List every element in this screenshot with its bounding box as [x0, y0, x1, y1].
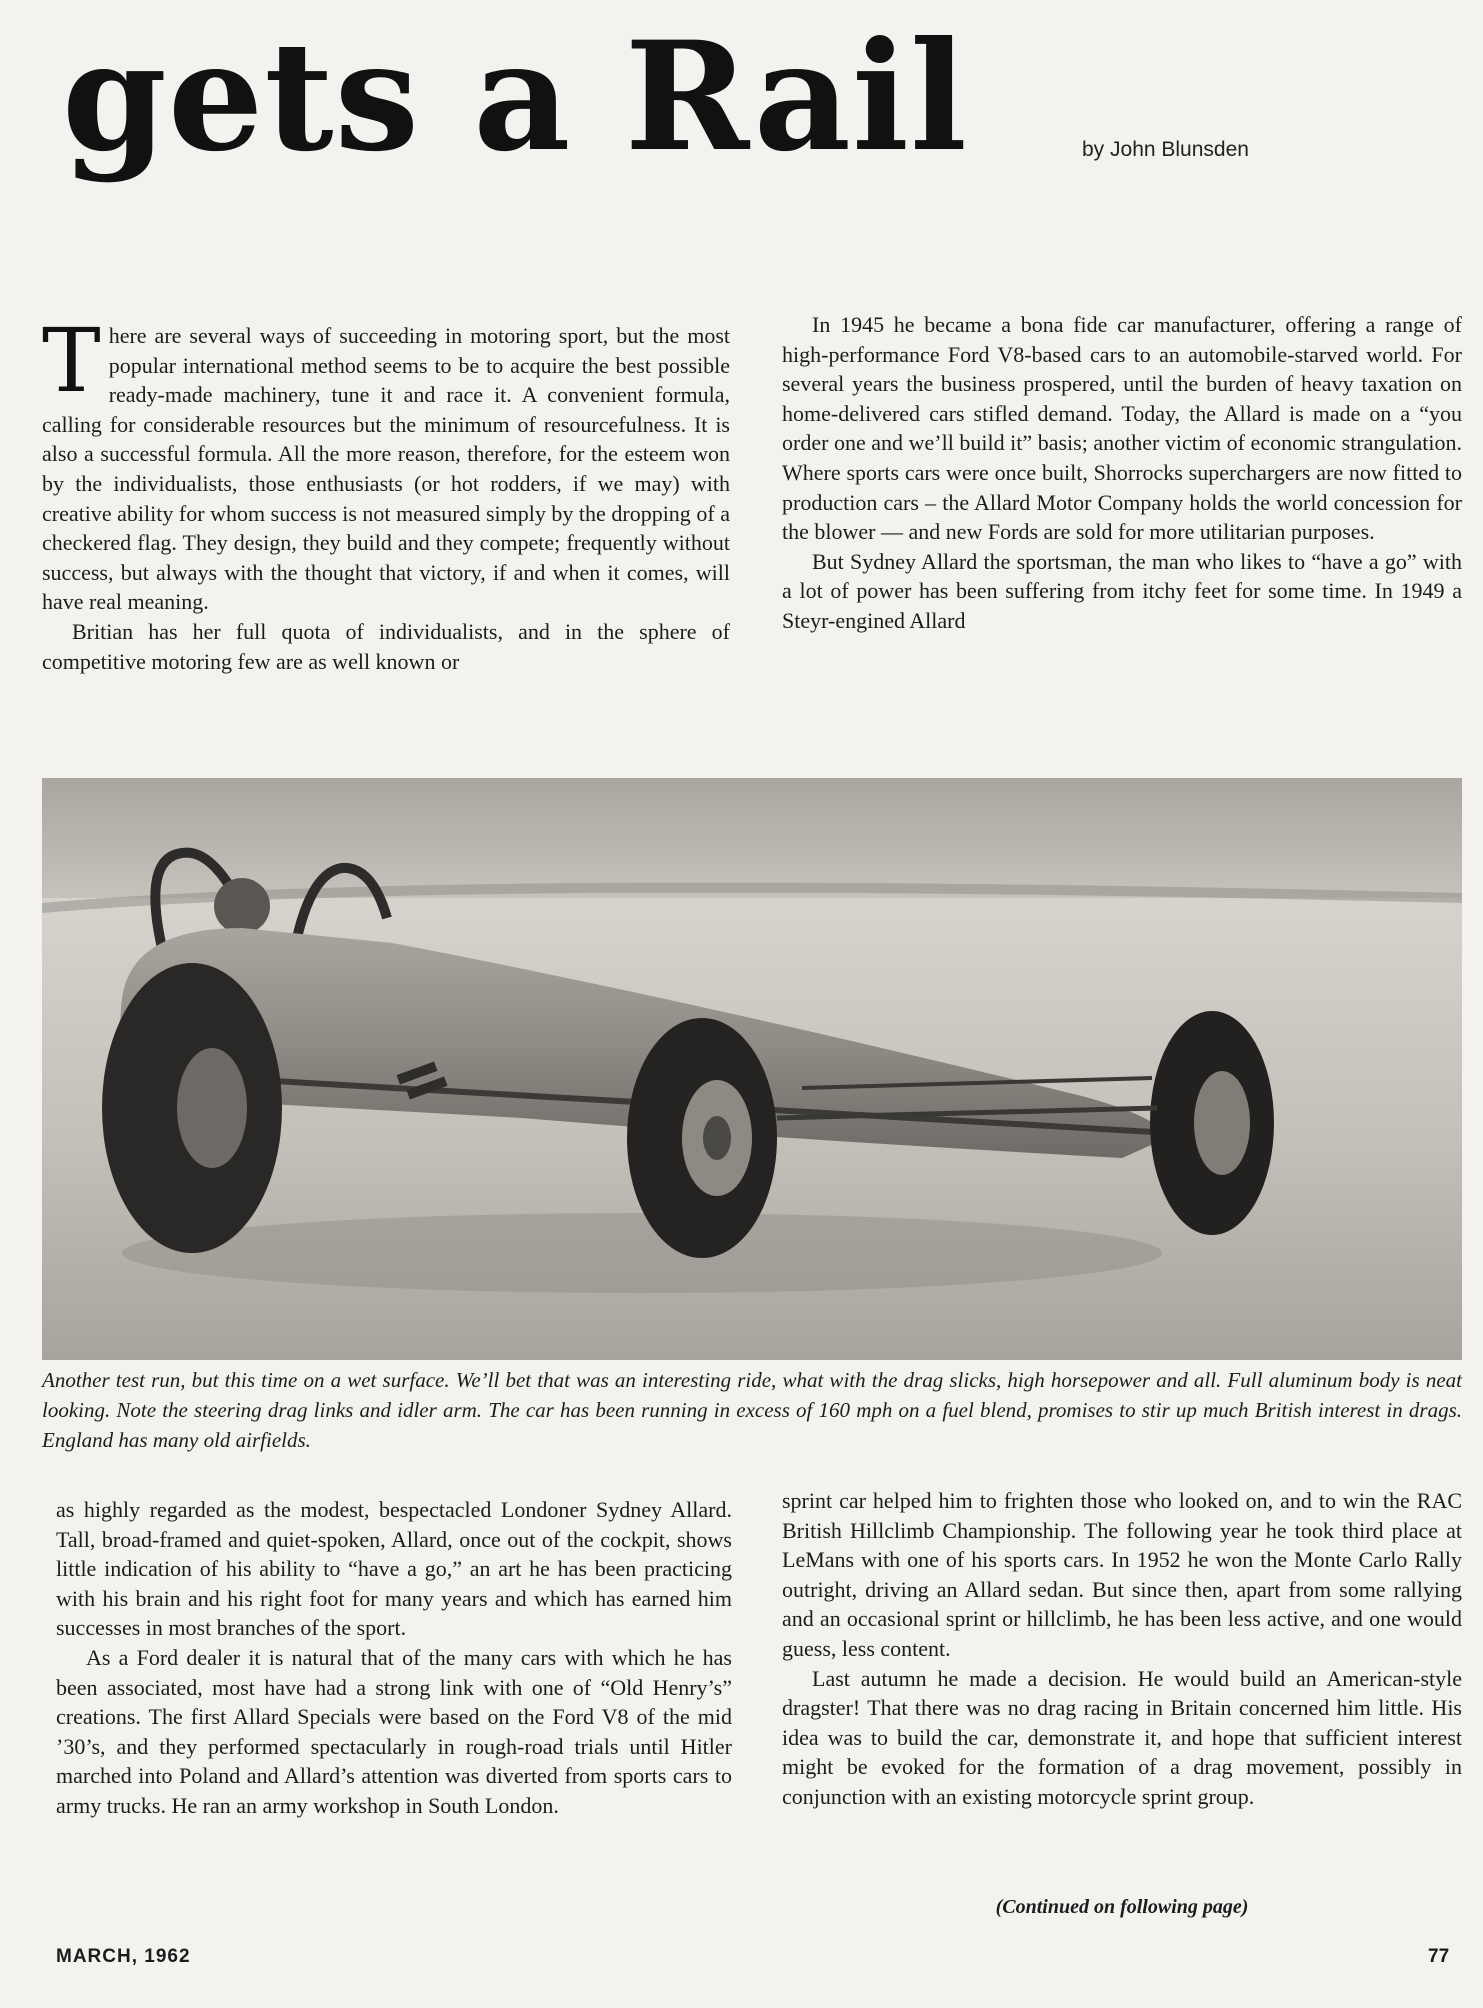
column-top-left — [42, 309, 730, 676]
page-number: 77 — [1428, 1946, 1450, 1967]
paragraph: sprint car helped him to frighten those who looked on, and to win the RAC British Hillclimb Championship. The following year he took third place at LeMans with one of his sports cars. In 1952 he won the Monte Carlo Rally outright, driving an Allard sedan. But since then, apart from some rallying and an occasional sprint or hillclimb, he has been less active, and one would guess, less content. — [782, 1488, 1462, 1661]
paragraph — [42, 309, 730, 617]
footer-date: MARCH, 1962 — [56, 1946, 191, 1967]
dragster-illustration — [42, 778, 1462, 1360]
paragraph: But Sydney Allard the sportsman, the man who likes to “have a go” with a lot of power has been suffering from itchy feet for some time. In 1949 a Steyr-engined Allard — [782, 548, 1462, 633]
byline: by John Blunsden — [1082, 138, 1249, 161]
paragraph: Last autumn he made a decision. He would build an American-style dragster! That there was no drag racing in Britain concerned him little. His idea was to build the car, demonstrate it, and hope that sufficient interest might be evoked for the formation of a drag movement, possibly in conjunction with an existing motorcycle sprint group. — [782, 1665, 1462, 1809]
paragraph: As a Ford dealer it is natural that of the many cars with which he has been associated, most have had a strong link with one of “Old Henry’s” creations. The first Allard Specials were based on the Ford V8 of the mid ’30’s, and they performed spectacularly in rough-road trials until Hitler marched into Poland and Allard’s attention was diverted from sports cars to army trucks. He ran an army workshop in South London. — [56, 1644, 732, 1818]
continued-note: (Continued on following page) — [995, 1896, 1249, 1918]
drop-cap: T — [42, 309, 101, 412]
article-title: gets a Rail — [62, 9, 968, 185]
paragraph: as highly regarded as the modest, bespectacled Londoner Sydney Allard. Tall, broad-framed and quiet-spoken, Allard, once out of the cockpit, shows little indication of his ability to “have a go,” an art he has been practicing with his brain and his right foot for many years and which has earned him successes in most branches of the sport. — [56, 1497, 732, 1641]
dragster-photo — [42, 778, 1462, 1360]
paragraph: Britian has her full quota of individualists, and in the sphere of competitive motoring few are as well known or — [42, 618, 730, 674]
column-top-right — [782, 310, 1462, 636]
column-bottom-left — [56, 1495, 732, 1821]
paragraph: In 1945 he became a bona fide car manufacturer, offering a range of high-performance Ford V8-based cars to an automobile-starved world. For several years the business prospered, until the burden of heavy taxation on home-delivered cars stifled demand. Today, the Allard is made on a “you order one and we’ll build it” basis; another victim of economic strangulation. Where sports cars were once built, Shorrocks superchargers are now fitted to production cars – the Allard Motor Company holds the world concession for the blower — and new Fords are sold for more utilitarian purposes. — [782, 312, 1462, 545]
paragraph-text: here are several ways of succeeding in motoring sport, but the most popular international method seems to be to acquire the best possible ready-made machinery, tune it and race it. A convenient formula, calling for considerable resources but the minimum of resourcefulness. It is also a successful formula. All the more reason, therefore, for the esteem won by the individualists, those enthusiasts (or hot rodders, if we may) with creative ability for whom success is not measured simply by the dropping of a checkered flag. They design, they build and they compete; frequently without success, but always with the thought that victory, if and when it comes, will have real meaning. — [42, 323, 730, 615]
column-bottom-right — [782, 1486, 1462, 1812]
photo-caption: Another test run, but this time on a wet surface. We’ll bet that was an interesting ride, what with the drag slicks, high horsepower and all. Full aluminum body is neat looking. Note the steering drag links and idler arm. The car has been running in excess of 160 mph on a fuel blend, promises to stir up much British interest in drags. England has many old airfields. — [42, 1368, 1462, 1452]
